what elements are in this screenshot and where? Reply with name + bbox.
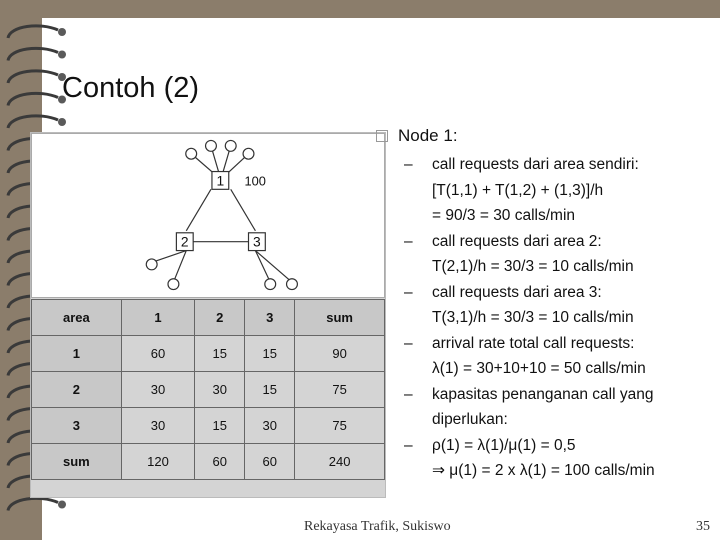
table-header-cell: 1	[121, 300, 194, 336]
dash-bullet-icon	[376, 458, 432, 484]
table-header-cell: 3	[245, 300, 295, 336]
sub-bullet-line	[376, 229, 716, 255]
sub-bullet-text: call requests dari area 3:	[432, 283, 602, 301]
node-1-value: 100	[244, 173, 266, 189]
table-cell: 30	[195, 372, 245, 408]
binder-hole-icon	[58, 51, 66, 59]
binder-hole-icon	[58, 501, 66, 509]
table-row	[32, 336, 385, 372]
table-cell: 60	[195, 444, 245, 480]
leaf-node	[265, 279, 276, 290]
dash-bullet-icon	[376, 203, 432, 229]
table-header-row	[32, 300, 385, 336]
sub-bullet-line	[376, 254, 716, 280]
sub-bullet-line	[376, 152, 716, 178]
slide-content	[376, 124, 716, 484]
dash-bullet-icon	[376, 356, 432, 382]
traffic-table	[31, 299, 385, 480]
square-bullet-icon	[376, 130, 388, 142]
sub-bullet-line	[376, 280, 716, 306]
table-cell: 90	[295, 336, 385, 372]
table-row-header: sum	[32, 444, 122, 480]
dash-bullet-icon	[376, 178, 432, 204]
binder-ring-icon	[8, 93, 58, 105]
sub-bullet-line	[376, 305, 716, 331]
node-3-label: 3	[253, 233, 261, 250]
dash-bullet-icon: –	[404, 436, 413, 454]
leaf-node	[225, 140, 236, 151]
slide-footer: Rekayasa Trafik, Sukiswo	[304, 519, 451, 534]
table-row	[32, 444, 385, 480]
binder-ring-icon	[8, 71, 58, 83]
leaf-node	[186, 148, 197, 159]
table-cell: 75	[295, 372, 385, 408]
table-cell: 30	[121, 372, 194, 408]
sub-bullet-text: call requests dari area sendiri:	[432, 156, 639, 173]
dash-bullet-icon: –	[404, 232, 413, 250]
leaf-node	[287, 279, 298, 290]
sub-bullet-text: T(2,1)/h = 30/3 = 10 calls/min	[432, 258, 634, 275]
table-row-header: 3	[32, 408, 122, 444]
sub-bullet-line	[376, 203, 716, 229]
table-cell: 15	[195, 336, 245, 372]
sub-bullet-list	[376, 152, 716, 484]
sub-bullet-text: λ(1) = 30+10+10 = 50 calls/min	[432, 360, 646, 377]
binder-hole-icon	[58, 118, 66, 126]
table-header-cell: area	[32, 300, 122, 336]
table-cell: 15	[245, 336, 295, 372]
table-header-cell: 2	[195, 300, 245, 336]
binder-ring-icon	[8, 498, 58, 510]
leaf-node	[168, 279, 179, 290]
table-row-header: 2	[32, 372, 122, 408]
page-number: 35	[696, 519, 710, 534]
table-cell: 15	[245, 372, 295, 408]
leaf-node	[146, 259, 157, 270]
table-cell: 60	[245, 444, 295, 480]
table-cell: 30	[245, 408, 295, 444]
dash-bullet-icon: –	[404, 156, 413, 173]
table-header-cell: sum	[295, 300, 385, 336]
sub-bullet-line	[376, 356, 716, 382]
table-row	[32, 408, 385, 444]
table-cell: 60	[121, 336, 194, 372]
dash-bullet-icon: –	[404, 385, 413, 403]
node-2-label: 2	[180, 233, 189, 250]
table-cell: 240	[295, 444, 385, 480]
sub-bullet-text: kapasitas penanganan call yang	[432, 385, 654, 403]
sub-bullet-line	[376, 178, 716, 204]
sub-bullet-text: [T(1,1) + T(1,2) + (1,3)]/h	[432, 181, 604, 199]
table-row-header: 1	[32, 336, 122, 372]
dash-bullet-icon	[376, 254, 432, 280]
binder-ring-icon	[8, 48, 58, 60]
leaf-node	[206, 140, 217, 151]
sub-bullet-text: ρ(1) = λ(1)/μ(1) = 0,5	[432, 436, 576, 454]
sub-bullet-text: call requests dari area 2:	[432, 232, 602, 250]
sub-bullet-text: ⇒ μ(1) = 2 x λ(1) = 100 calls/min	[432, 462, 655, 479]
table-cell: 15	[195, 408, 245, 444]
sub-bullet-text: = 90/3 = 30 calls/min	[432, 207, 576, 224]
dash-bullet-icon: –	[404, 283, 413, 301]
dash-bullet-icon: –	[404, 334, 413, 352]
dash-bullet-icon	[376, 407, 432, 433]
network-graph	[31, 133, 385, 298]
sub-bullet-line	[376, 331, 716, 357]
sub-bullet-line	[376, 458, 716, 484]
slide-title: Contoh (2)	[62, 72, 200, 104]
bullet-heading-text: Node 1:	[398, 126, 458, 145]
node-1-label: 1	[216, 172, 225, 189]
sub-bullet-line	[376, 433, 716, 459]
binder-ring-icon	[8, 116, 58, 128]
table-cell: 120	[121, 444, 194, 480]
sub-bullet-text: T(3,1)/h = 30/3 = 10 calls/min	[432, 309, 634, 326]
sub-bullet-text: diperlukan:	[432, 411, 508, 428]
binder-hole-icon	[58, 28, 66, 36]
sub-bullet-line	[376, 407, 716, 433]
dash-bullet-icon	[376, 305, 432, 331]
table-cell: 75	[295, 408, 385, 444]
figure-panel	[30, 132, 386, 498]
sub-bullet-line	[376, 382, 716, 408]
binder-ring-icon	[8, 26, 58, 38]
table-row	[32, 372, 385, 408]
leaf-node	[243, 148, 254, 159]
sub-bullet-text: arrival rate total call requests:	[432, 334, 635, 352]
bullet-heading	[376, 124, 716, 148]
table-cell: 30	[121, 408, 194, 444]
